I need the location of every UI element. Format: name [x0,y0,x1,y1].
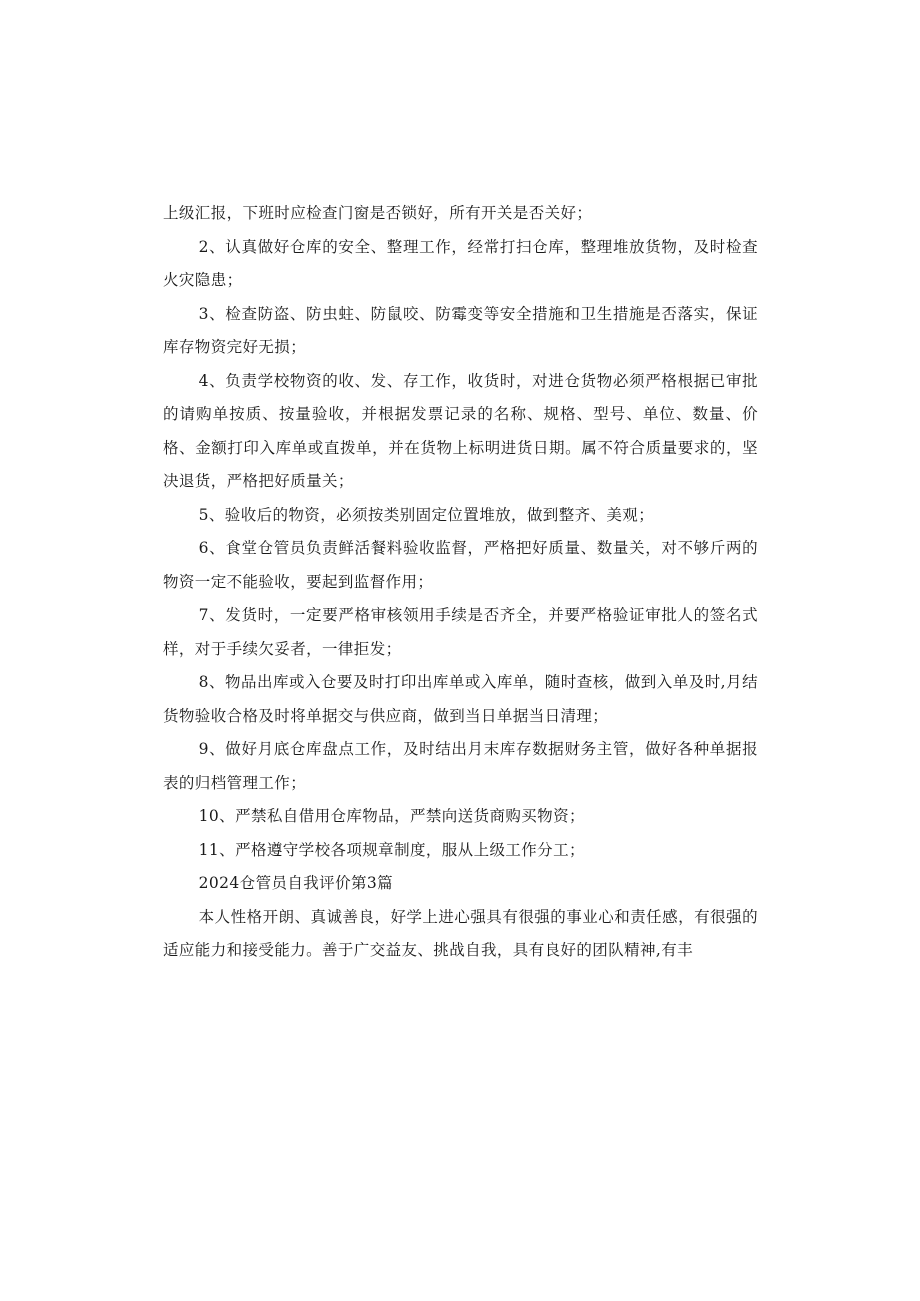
paragraph-continuation: 上级汇报，下班时应检查门窗是否锁好，所有开关是否关好； [163,204,593,222]
paragraph-item-2: 2、认真做好仓库的安全、整理工作，经常打扫仓库，整理堆放货物，及时检查火灾隐患； [163,237,758,289]
paragraph-item-10: 10、严禁私自借用仓库物品，严禁向送货商购买物资； [198,807,585,825]
document-body [163,197,758,968]
paragraph-item-9: 9、做好月底仓库盘点工作，及时结出月末库存数据财务主管，做好各种单据报表的归档管理工作； [163,740,758,792]
paragraph-item-7: 7、发货时，一定要严格审核领用手续是否齐全，并要严格验证审批人的签名式样，对于手续欠妥者，一律拒发； [163,606,758,658]
closing-paragraph: 本人性格开朗、真诚善良，好学上进心强具有很强的事业心和责任感，有很强的适应能力和接受能力。善于广交益友、挑战自我，具有良好的团队精神,有丰 [163,907,758,959]
section-title: 2024仓管员自我评价第3篇 [198,874,394,892]
paragraph-item-8: 8、物品出库或入仓要及时打印出库单或入库单，随时查核，做到入单及时,月结货物验收合格及时将单据交与供应商，做到当日单据当日清理； [163,673,758,725]
paragraph-item-11: 11、严格遵守学校各项规章制度，服从上级工作分工； [198,840,585,859]
paragraph-item-4: 4、负责学校物资的收、发、存工作，收货时，对进仓货物必须严格根据已审批的请购单按质、按量验收，并根据发票记录的名称、规格、型号、单位、数量、价格、金额打印入库单或直拨单，并在货物上标明进货日期。属不符合质量要求的，坚决退货，严格把好质量关； [163,371,758,490]
paragraph-item-6: 6、食堂仓管员负责鲜活餐料验收监督，严格把好质量、数量关，对不够斤两的物资一定不能验收，要起到监督作用； [163,539,758,591]
paragraph-item-5: 5、验收后的物资，必须按类别固定位置堆放，做到整齐、美观； [198,505,655,524]
paragraph-item-3: 3、检查防盗、防虫蛀、防鼠咬、防霉变等安全措施和卫生措施是否落实，保证库存物资完好无损； [163,304,758,356]
